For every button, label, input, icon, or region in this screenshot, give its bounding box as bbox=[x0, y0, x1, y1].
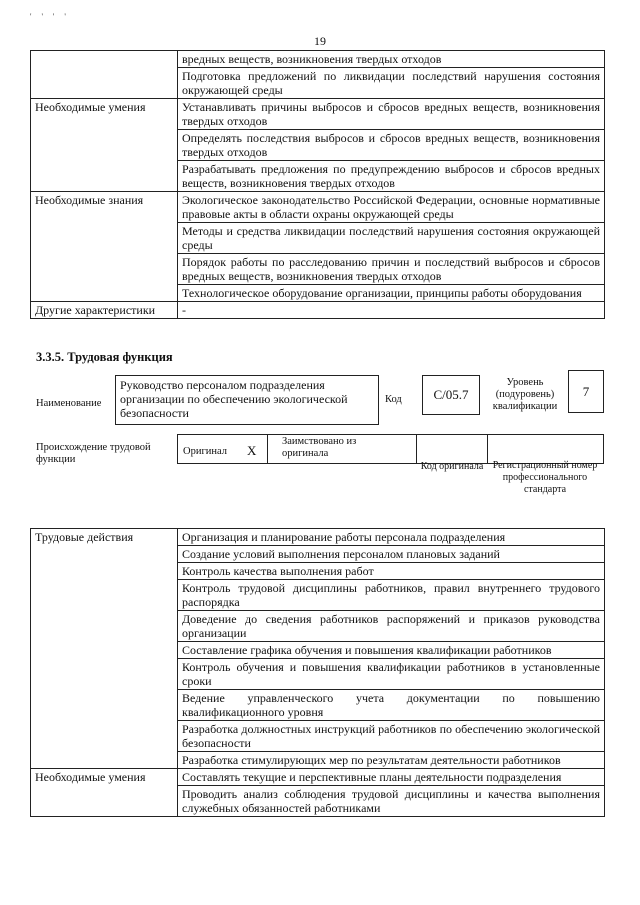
divider bbox=[487, 434, 488, 464]
section-heading: 3.3.5. Трудовая функция bbox=[36, 350, 173, 364]
level-label: Уровень (подуровень) квалификации bbox=[492, 377, 558, 412]
level-value-box bbox=[568, 370, 604, 413]
bottom-requirements-table bbox=[30, 528, 605, 817]
row-label: Другие характеристики bbox=[31, 302, 178, 319]
borrowed-label: Заимствовано из оригинала bbox=[282, 436, 357, 459]
row-text: Порядок работы по расследованию причин и последствий выбросов и сбросов вредных веществ, возникновения твердых отходов bbox=[178, 254, 605, 285]
table-row bbox=[31, 51, 605, 68]
row-text: Ведение управленческого учета документации по повышению квалификационного уровня bbox=[178, 690, 605, 721]
level-value: 7 bbox=[582, 383, 590, 399]
row-label: Необходимые умения bbox=[31, 769, 178, 817]
row-label bbox=[31, 51, 178, 99]
row-text: Методы и средства ликвидации последствий нарушения состояния окружающей среды bbox=[178, 223, 605, 254]
row-label: Трудовые действия bbox=[31, 529, 178, 769]
corner-marks: ' ' ' ' bbox=[30, 12, 70, 21]
table-row bbox=[31, 302, 605, 319]
row-text: Разрабатывать предложения по предупреждению выбросов и сбросов вредных веществ, возникновения твердых отходов bbox=[178, 161, 605, 192]
code-label: Код bbox=[385, 394, 402, 405]
page-number: 19 bbox=[314, 34, 326, 48]
row-text: Подготовка предложений по ликвидации последствий нарушения состояния окружающей среды bbox=[178, 68, 605, 99]
function-code: С/05.7 bbox=[433, 387, 469, 402]
row-text: Контроль обучения и повышения квалификации работников в установленные сроки bbox=[178, 659, 605, 690]
function-code-box bbox=[422, 375, 480, 415]
row-text: Контроль трудовой дисциплины работников, правил внутреннего трудового распорядка bbox=[178, 580, 605, 611]
row-text: вредных веществ, возникновения твердых отходов bbox=[178, 51, 605, 68]
original-label: Оригинал bbox=[183, 446, 227, 457]
row-text: Разработка стимулирующих мер по результатам деятельности работников bbox=[178, 752, 605, 769]
row-text: Разработка должностных инструкций работников по обеспечению экологической безопасности bbox=[178, 721, 605, 752]
row-text: Контроль качества выполнения работ bbox=[178, 563, 605, 580]
row-text: Создание условий выполнения персоналом плановых заданий bbox=[178, 546, 605, 563]
code-caption: Код оригинала bbox=[420, 461, 484, 472]
row-text: Организация и планирование работы персонала подразделения bbox=[178, 529, 605, 546]
row-text: Составлять текущие и перспективные планы деятельности подразделения bbox=[178, 769, 605, 786]
row-text: Устанавливать причины выбросов и сбросов вредных веществ, возникновения твердых отходов bbox=[178, 99, 605, 130]
origin-label: Происхождение трудовой функции bbox=[36, 442, 151, 465]
row-text: - bbox=[178, 302, 605, 319]
name-label: Наименование bbox=[36, 398, 102, 409]
original-mark: X bbox=[247, 443, 257, 458]
function-name-box bbox=[115, 375, 379, 425]
row-text: Экологическое законодательство Российской Федерации, основные нормативные правовые акты в области охраны окружающей среды bbox=[178, 192, 605, 223]
row-text: Технологическое оборудование организации, принципы работы оборудования bbox=[178, 285, 605, 302]
table-row bbox=[31, 99, 605, 130]
table-row bbox=[31, 769, 605, 786]
row-label: Необходимые умения bbox=[31, 99, 178, 192]
divider bbox=[416, 434, 417, 464]
function-name: Руководство персоналом подразделения организации по обеспечению экологической безопасности bbox=[120, 378, 348, 420]
table-row bbox=[31, 529, 605, 546]
row-text: Определять последствия выбросов и сбросов вредных веществ, возникновения твердых отходов bbox=[178, 130, 605, 161]
row-label: Необходимые знания bbox=[31, 192, 178, 302]
reg-caption: Регистрационный номер профессионального стандарта bbox=[492, 460, 598, 495]
row-text: Составление графика обучения и повышения квалификации работников bbox=[178, 642, 605, 659]
row-text: Доведение до сведения работников распоряжений и приказов руководства организации bbox=[178, 611, 605, 642]
top-requirements-table bbox=[30, 50, 605, 319]
table-row bbox=[31, 192, 605, 223]
row-text: Проводить анализ соблюдения трудовой дисциплины и качества выполнения служебных обязанностей работниками bbox=[178, 786, 605, 817]
